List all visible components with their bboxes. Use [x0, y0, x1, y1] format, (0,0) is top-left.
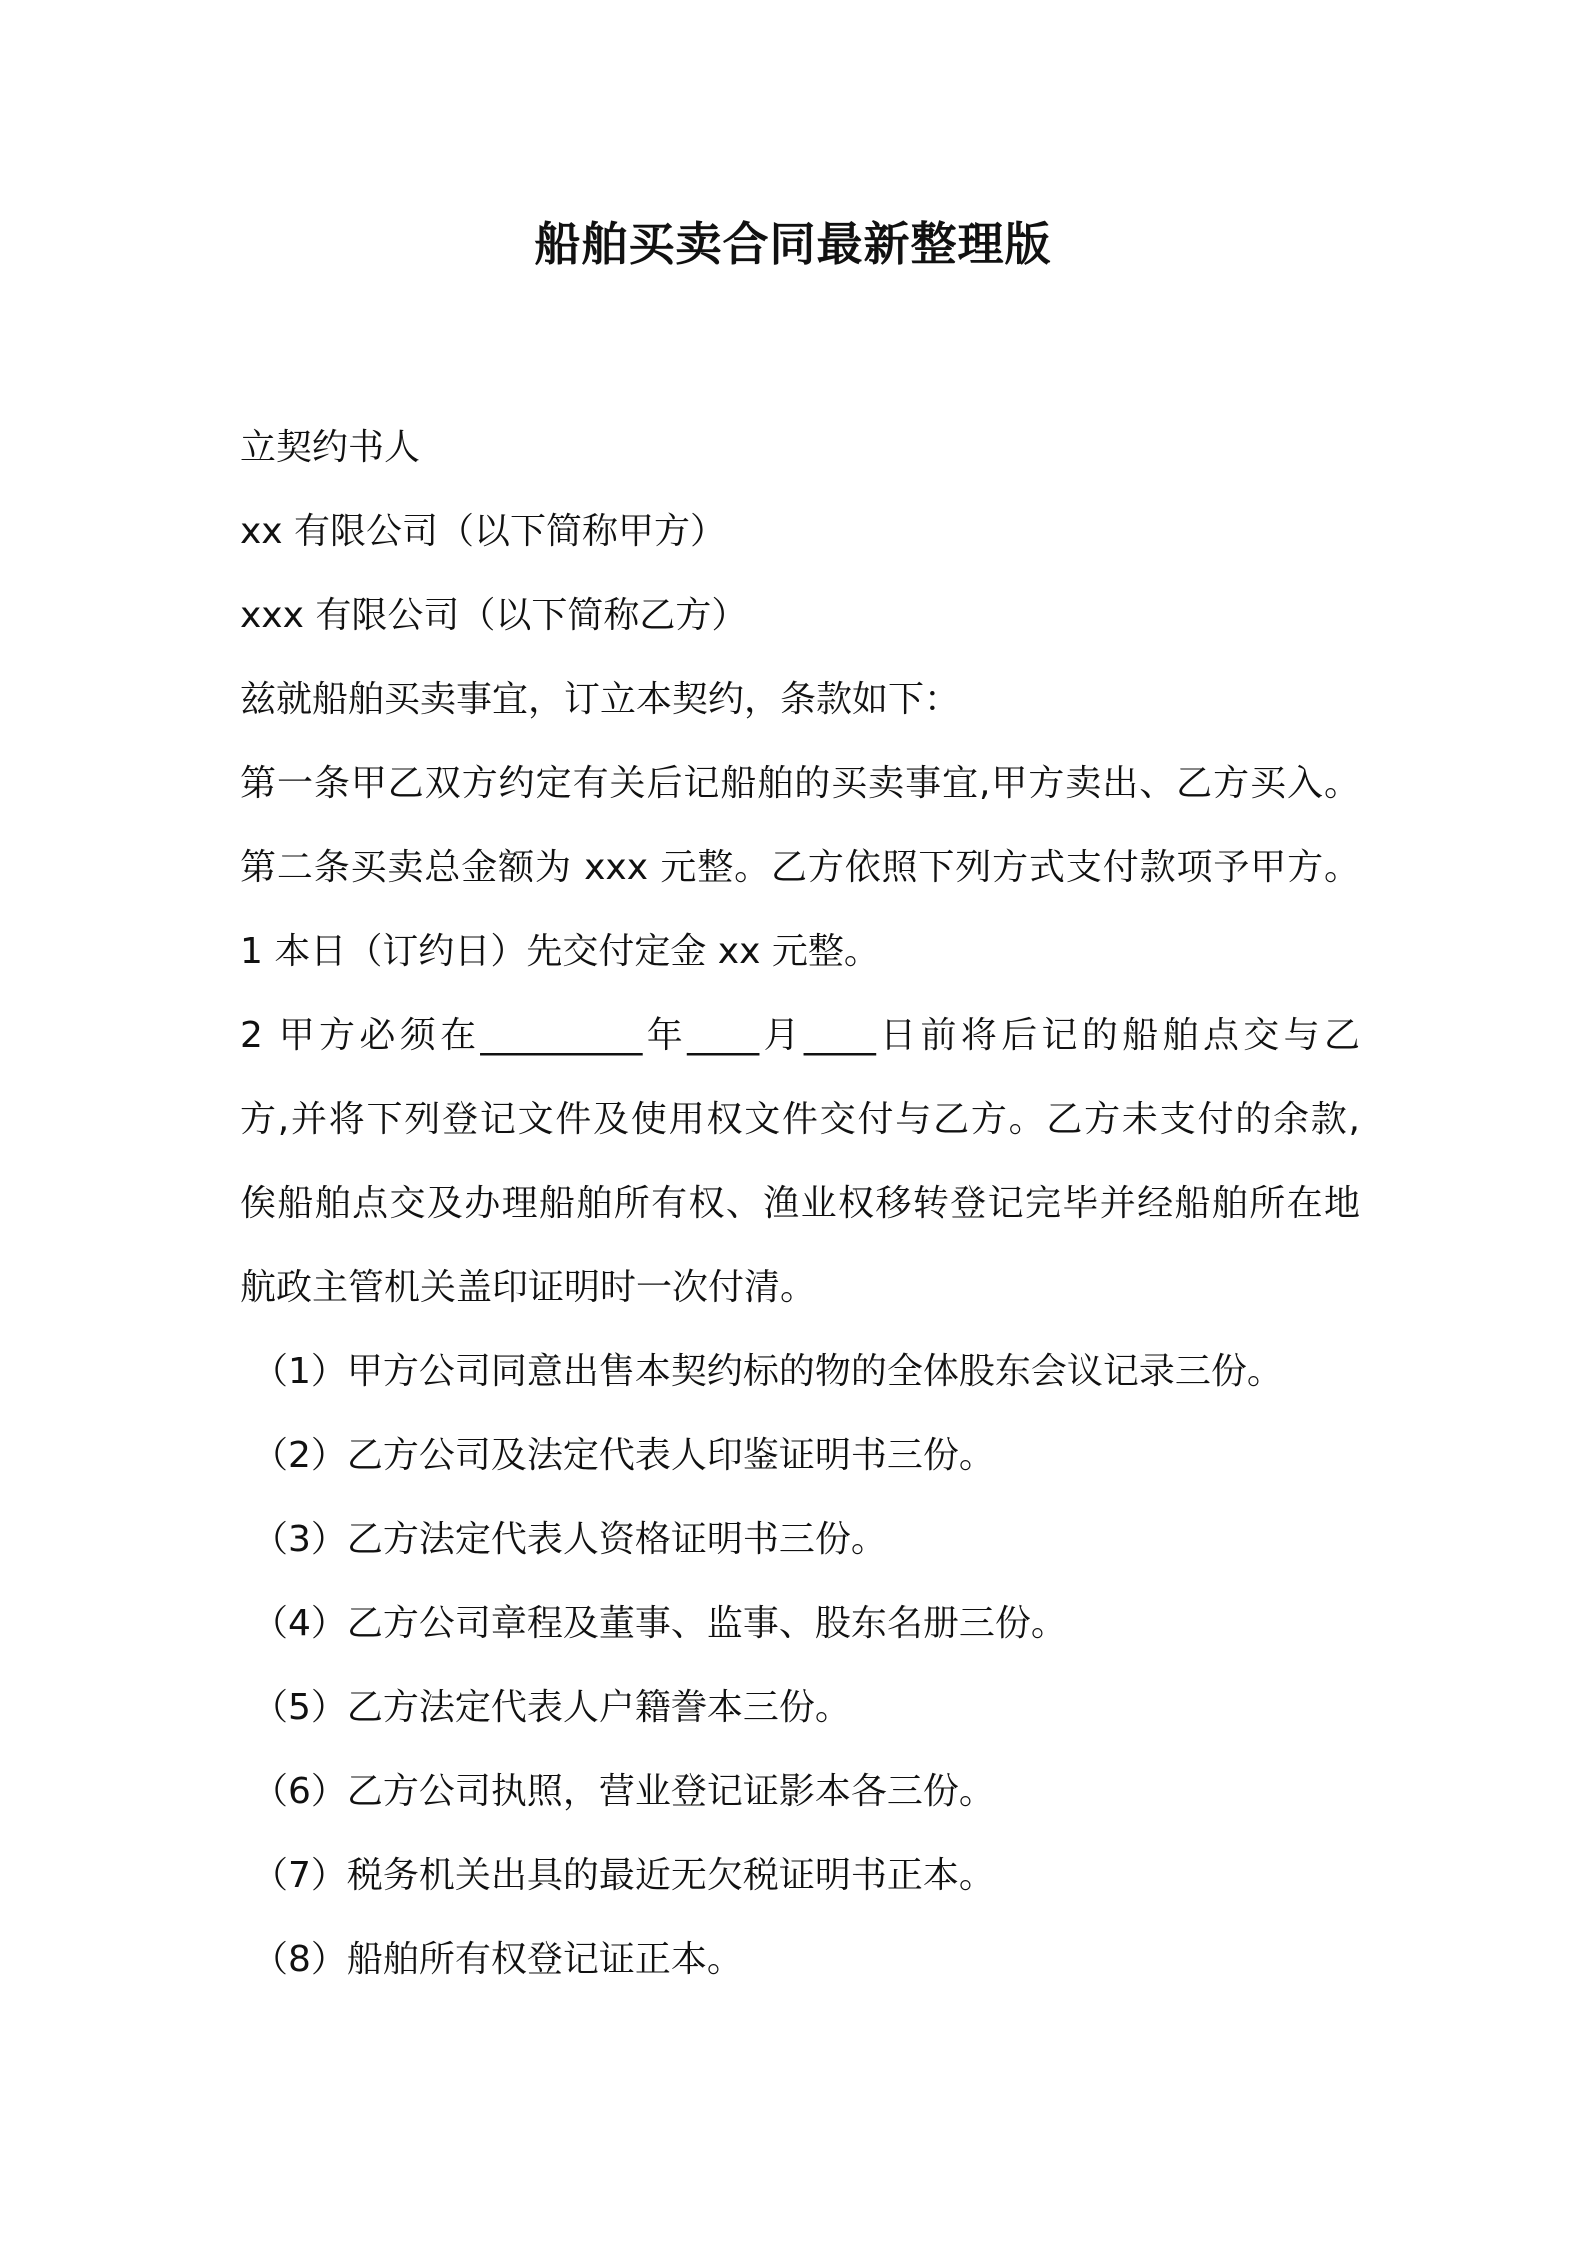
document-list-item-7: （7）税务机关出具的最近无欠税证明书正本。 [252, 1855, 995, 1896]
preamble: 兹就船舶买卖事宜，订立本契约，条款如下： [240, 679, 961, 720]
party-a: xx 有限公司（以下简称甲方） [240, 511, 727, 552]
payment-item-2-line-1: 2 甲方必须在_________年____月____日前将后记的船舶点交与乙 [240, 1015, 1360, 1056]
document-body [240, 406, 1360, 2002]
document-list-item-6: （6）乙方公司执照，营业登记证影本各三份。 [252, 1771, 995, 1812]
document-list-item-4: （4）乙方公司章程及董事、监事、股东名册三份。 [252, 1603, 1067, 1644]
document-list-item-8: （8）船舶所有权登记证正本。 [252, 1939, 743, 1980]
payment-item-2-line-4: 航政主管机关盖印证明时一次付清。 [240, 1267, 817, 1308]
payment-item-1: 1 本日（订约日）先交付定金 xx 元整。 [240, 931, 880, 972]
document-list-item-5: （5）乙方法定代表人户籍誊本三份。 [252, 1687, 851, 1728]
document-title: 船舶买卖合同最新整理版 [534, 217, 1052, 271]
payment-item-2-line-3: 俟船舶点交及办理船舶所有权、渔业权移转登记完毕并经船舶所在地 [240, 1183, 1360, 1224]
document-list-item-2: （2）乙方公司及法定代表人印鉴证明书三份。 [252, 1435, 995, 1476]
party-heading: 立契约书人 [240, 427, 421, 468]
payment-item-2-line-2: 方,并将下列登记文件及使用权文件交付与乙方。乙方未支付的余款, [240, 1099, 1360, 1140]
party-b: xxx 有限公司（以下简称乙方） [240, 595, 748, 636]
clause-2: 第二条买卖总金额为 xxx 元整。乙方依照下列方式支付款项予甲方。 [240, 847, 1360, 888]
clause-1: 第一条甲乙双方约定有关后记船舶的买卖事宜,甲方卖出、乙方买入。 [240, 763, 1360, 804]
document-list-item-1: （1）甲方公司同意出售本契约标的物的全体股东会议记录三份。 [252, 1351, 1283, 1392]
document-list-item-3: （3）乙方法定代表人资格证明书三份。 [252, 1519, 887, 1560]
